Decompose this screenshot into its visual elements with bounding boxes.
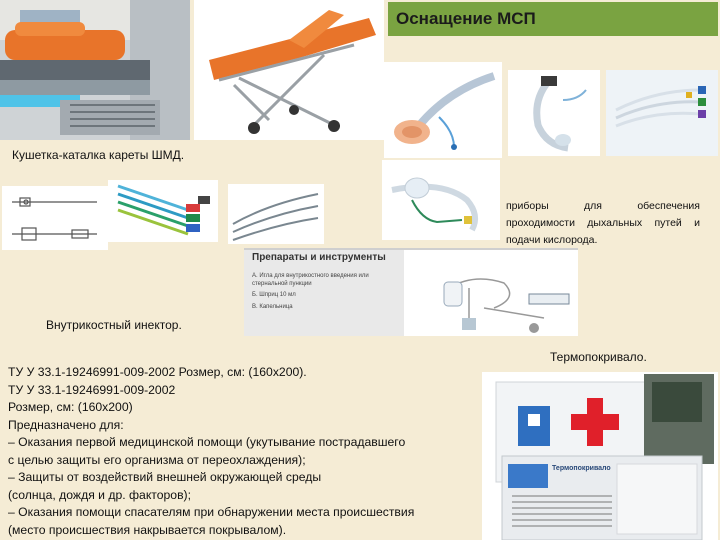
endotracheal-tube-photo [382, 160, 500, 240]
instrument-item-b: Б. Шприц 10 мл [252, 292, 296, 298]
kit-label: Термопокривало [552, 465, 611, 472]
description-line: (место происшествия накрывается покрывалом). [8, 522, 287, 537]
stretcher-caption: Кушетка-каталка кареты ШМД. [12, 148, 185, 162]
description-line: Розмер, см: (160х200) [8, 400, 133, 414]
instruments-panel [244, 248, 578, 336]
description-line: Предназначено для: [8, 417, 124, 432]
description-line: с целью защиты его организма от переохлаждения); [8, 452, 306, 467]
instrument-item-c: В. Капельница [252, 304, 293, 310]
description-line: ТУ У 33.1-19246991-009-2002 [8, 382, 176, 397]
description-line: – Оказания помощи спасателям при обнаружении места происшествия [8, 505, 415, 519]
blanket-caption: Термопокривало. [550, 350, 647, 364]
slide-title: Оснащение МСП [388, 2, 718, 36]
description-line: ТУ У 33.1-19246991-009-2002 Розмер, см: (160х200). [8, 365, 307, 379]
stretcher-photo [194, 0, 384, 140]
description-line: – Оказания первой медицинской помощи (укутывание пострадавшего [8, 435, 406, 449]
laryngeal-mask-photo [384, 62, 502, 158]
description-line: (солнца, дождя и др. факторов); [8, 487, 192, 502]
catheter-diagram-photo [2, 186, 108, 250]
airway-set-photo [606, 70, 718, 156]
color-catheters-photo [108, 180, 218, 242]
instruments-heading: Препараты и инструменты [252, 252, 386, 263]
description-line: – Защиты от воздействий внешней окружающей среды [8, 470, 322, 484]
guide-wires-photo [228, 184, 324, 244]
tracheal-tube-photo [508, 70, 600, 156]
ambulance-interior-photo [0, 0, 190, 140]
thermal-blanket-photo [482, 372, 718, 540]
injector-caption: Внутрикостный инектор. [46, 318, 182, 332]
instrument-item-a: А. Игла для внутрикостного введения или стернальной пункции [252, 273, 369, 287]
airway-caption: приборы для обеспечения проходимости дыхальных путей и подачи кислорода. [506, 200, 700, 246]
description-block [8, 364, 478, 539]
